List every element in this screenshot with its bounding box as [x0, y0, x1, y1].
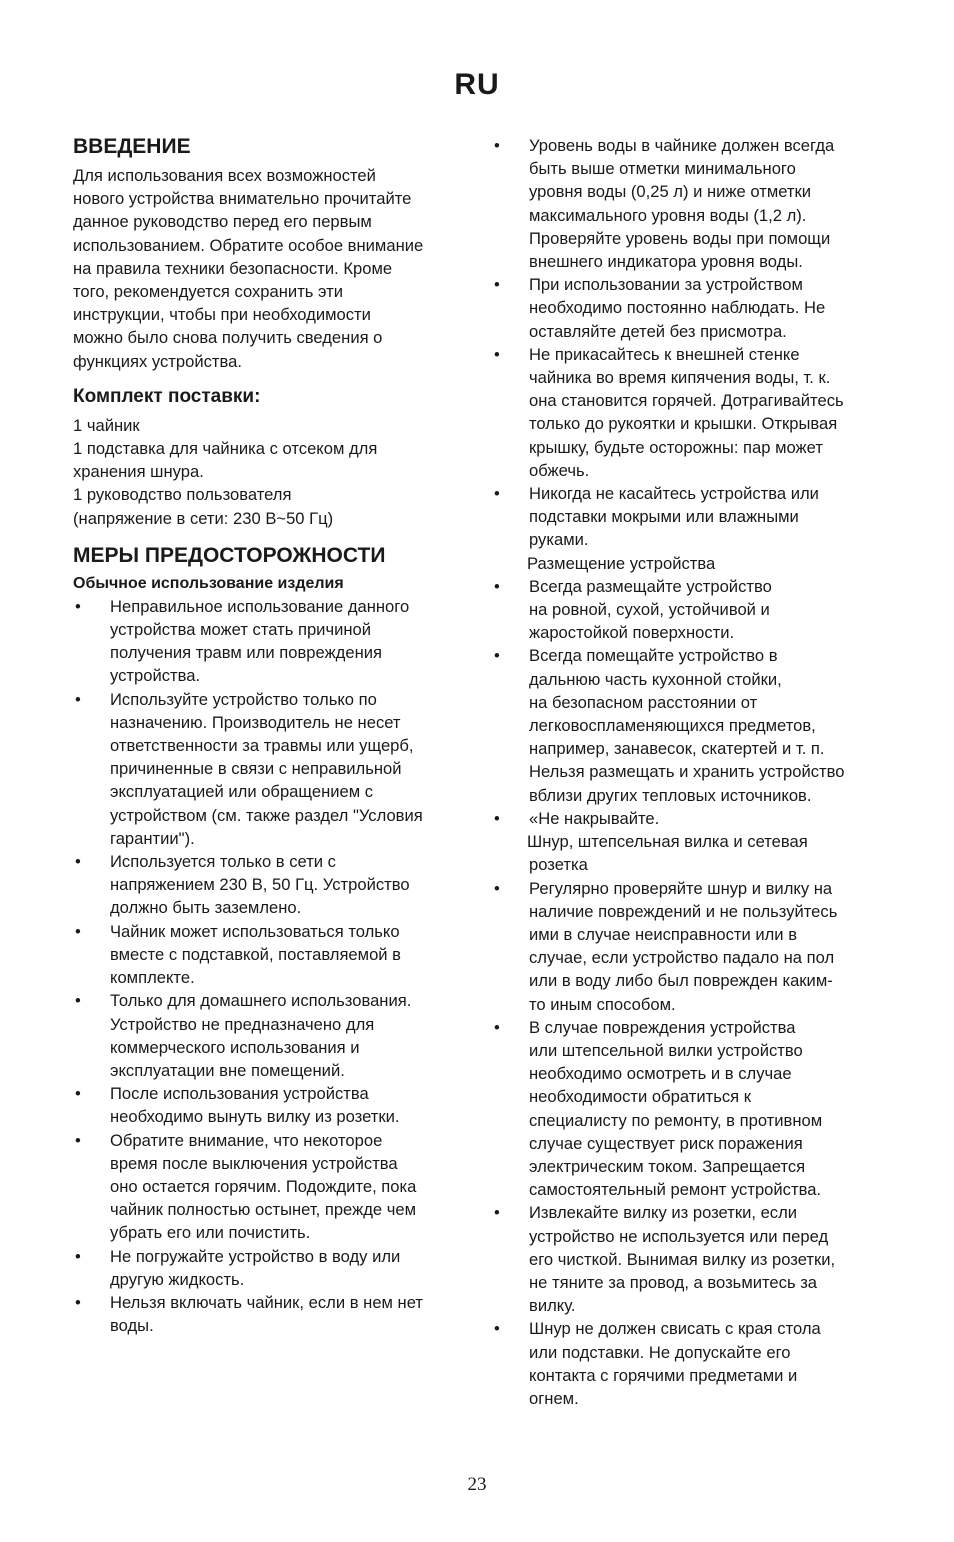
- list-item-line: Не прикасайтесь к внешней стенке: [529, 344, 800, 364]
- list-item: [73, 850, 465, 920]
- kit-item: 1 руководство пользователя: [73, 485, 292, 505]
- list-item: [73, 1291, 465, 1337]
- placement-heading: Размещение устройства: [527, 553, 716, 573]
- list-item-line: огнем.: [529, 1388, 579, 1408]
- safety-heading: МЕРЫ ПРЕДОСТОРОЖНОСТИ: [73, 543, 386, 567]
- list-item-line: необходимо вынуть вилку из розетки.: [110, 1107, 400, 1127]
- list-item-line: его чисткой. Вынимая вилку из розетки,: [529, 1249, 836, 1269]
- list-item: [73, 1129, 465, 1245]
- list-item-line: устройства может стать причиной: [110, 620, 372, 640]
- list-item-line: необходимо осмотреть и в случае: [529, 1064, 792, 1084]
- list-item-line: оно остается горячим. Подождите, пока: [110, 1176, 417, 1196]
- list-item: [492, 877, 884, 1016]
- list-item-line: ответственности за травмы или ущерб,: [110, 736, 414, 756]
- list-item-line: или в воду либо был поврежден каким-: [529, 971, 833, 991]
- bullet-icon: •: [75, 1292, 81, 1312]
- list-item: [492, 1016, 884, 1202]
- list-item-line: После использования устройства: [110, 1084, 369, 1104]
- list-item-line: обжечь.: [529, 460, 590, 480]
- kit-item: (напряжение в сети: 230 В~50 Гц): [73, 508, 334, 528]
- bullet-icon: •: [494, 646, 500, 666]
- list-item-line: уровня воды (0,25 л) и ниже отметки: [529, 182, 812, 202]
- kit-item: 1 подставка для чайника с отсеком для: [73, 439, 378, 459]
- bullet-icon: •: [75, 689, 81, 709]
- list-item-line: причиненные в связи с неправильной: [110, 759, 402, 779]
- list-item-line: случае, если устройство падало на пол: [529, 948, 835, 968]
- bullet-icon: •: [75, 1246, 81, 1266]
- list-item: [492, 343, 884, 482]
- list-item: [73, 920, 465, 990]
- bullet-icon: •: [75, 991, 81, 1011]
- list-item-line: другую жидкость.: [110, 1269, 245, 1289]
- cord-heading: Шнур, штепсельная вилка и сетевая: [527, 832, 808, 852]
- intro-line: того, рекомендуется сохранить эти: [73, 282, 344, 302]
- language-code: RU: [454, 68, 500, 101]
- list-item-line: Нельзя включать чайник, если в нем нет: [110, 1292, 424, 1312]
- bullet-icon: •: [494, 136, 500, 155]
- list-item-line: необходимо постоянно наблюдать. Не: [529, 298, 826, 318]
- list-item-line: Уровень воды в чайнике должен всегда: [529, 136, 835, 155]
- safety-list-left: [73, 595, 465, 1338]
- list-item-line: Устройство не предназначено для: [110, 1014, 375, 1034]
- bullet-icon: •: [494, 576, 500, 596]
- list-item-line: наличие повреждений и не пользуйтесь: [529, 901, 838, 921]
- list-item-line: или подставки. Не допускайте его: [529, 1342, 791, 1362]
- list-item-line: внешнего индикатора уровня воды.: [529, 252, 803, 272]
- intro-text: [73, 164, 465, 373]
- list-item-line: Всегда размещайте устройство: [529, 576, 772, 596]
- list-item-line: не тяните за провод, а возьмитесь за: [529, 1272, 818, 1292]
- list-item-line: или штепсельной вилки устройство: [529, 1040, 803, 1060]
- safety-list-right-a: [492, 134, 884, 552]
- list-item-line: Никогда не касайтесь устройства или: [529, 484, 819, 504]
- list-item-line: гарантии").: [110, 828, 195, 848]
- list-item: [492, 575, 884, 645]
- bullet-icon: •: [494, 275, 500, 295]
- list-item-line: В случае повреждения устройства: [529, 1017, 796, 1037]
- list-item-line: вблизи других тепловых источников.: [529, 785, 812, 805]
- list-item-line: случае существует риск поражения: [529, 1133, 803, 1153]
- list-item-line: на безопасном расстоянии от: [529, 692, 758, 712]
- list-item-line: При использовании за устройством: [529, 275, 803, 295]
- bullet-icon: •: [494, 878, 500, 898]
- list-item-line: Чайник может использоваться только: [110, 921, 400, 941]
- kit-item: 1 чайник: [73, 415, 140, 435]
- list-item: [492, 134, 884, 273]
- list-item-line: устройство не используется или перед: [529, 1226, 829, 1246]
- bullet-icon: •: [75, 852, 81, 872]
- list-item-line: Используется только в сети с: [110, 852, 336, 872]
- kit-heading: Комплект поставки:: [73, 385, 261, 407]
- list-item-line: на ровной, сухой, устойчивой и: [529, 600, 770, 620]
- list-item-line: должно быть заземлено.: [110, 898, 302, 918]
- list-item-line: чайника во время кипячения воды, т. к.: [529, 368, 831, 388]
- intro-line: инструкции, чтобы при необходимости: [73, 305, 371, 325]
- list-item-line: назначению. Производитель не несет: [110, 712, 401, 732]
- list-item-line: специалисту по ремонту, в противном: [529, 1110, 823, 1130]
- bullet-icon: •: [494, 344, 500, 364]
- list-item-line: подставки мокрыми или влажными: [529, 507, 799, 527]
- bullet-icon: •: [494, 484, 500, 504]
- list-item-line: контакта с горячими предметами и: [529, 1365, 798, 1385]
- list-item-line: Проверяйте уровень воды при помощи: [529, 228, 831, 248]
- list-item-line: крышку, будьте осторожны: пар может: [529, 437, 823, 457]
- list-item-line: вилку.: [529, 1296, 576, 1316]
- list-item-line: Не погружайте устройство в воду или: [110, 1246, 401, 1266]
- list-item-line: устройства.: [110, 666, 201, 686]
- intro-heading: ВВЕДЕНИЕ: [73, 135, 191, 158]
- list-item-line: чайник полностью остынет, прежде чем: [110, 1200, 417, 1220]
- bullet-icon: •: [75, 596, 81, 616]
- list-item-line: эксплуатацией или обращением с: [110, 782, 374, 802]
- list-item: [492, 807, 884, 830]
- left-column: [73, 134, 465, 1337]
- intro-line: можно было снова получить сведения о: [73, 328, 383, 348]
- list-item-line: «Не накрывайте.: [529, 808, 660, 828]
- list-item-line: максимального уровня воды (1,2 л).: [529, 205, 807, 225]
- list-item-line: убрать его или почистить.: [110, 1223, 311, 1243]
- list-item-line: Всегда помещайте устройство в: [529, 646, 778, 666]
- intro-line: Для использования всех возможностей: [73, 166, 376, 185]
- list-item-line: коммерческого использования и: [110, 1037, 360, 1057]
- list-item-line: электрическим током. Запрещается: [529, 1156, 806, 1176]
- list-item: [492, 482, 884, 552]
- list-item-line: Нельзя размещать и хранить устройство: [529, 762, 845, 782]
- kit-list: [73, 414, 465, 530]
- list-item: [492, 644, 884, 806]
- cord-heading-cont: розетка: [529, 855, 588, 875]
- intro-line: нового устройства внимательно прочитайте: [73, 189, 412, 209]
- list-item-line: Шнур не должен свисать с края стола: [529, 1319, 821, 1339]
- intro-line: использованием. Обратите особое внимание: [73, 235, 424, 255]
- list-item-line: Неправильное использование данного: [110, 596, 410, 616]
- list-item-line: Регулярно проверяйте шнур и вилку на: [529, 878, 833, 898]
- list-item-line: время после выключения устройства: [110, 1153, 398, 1173]
- intro-line: на правила техники безопасности. Кроме: [73, 258, 393, 278]
- bullet-icon: •: [494, 1017, 500, 1037]
- list-item-line: устройством (см. также раздел "Условия: [110, 805, 423, 825]
- right-column: [492, 134, 884, 1410]
- list-item-line: дальнюю часть кухонной стойки,: [529, 669, 782, 689]
- list-item-line: Обратите внимание, что некоторое: [110, 1130, 383, 1150]
- list-item-line: жаростойкой поверхности.: [529, 623, 735, 643]
- list-item: [73, 989, 465, 1082]
- list-item-line: Извлекайте вилку из розетки, если: [529, 1203, 798, 1223]
- list-item: [492, 1317, 884, 1410]
- list-item-line: напряжением 230 В, 50 Гц. Устройство: [110, 875, 410, 895]
- bullet-icon: •: [494, 808, 500, 828]
- list-item: [73, 595, 465, 688]
- bullet-icon: •: [75, 921, 81, 941]
- list-item-line: то иным способом.: [529, 994, 676, 1014]
- list-item-line: эксплуатации вне помещений.: [110, 1060, 345, 1080]
- safety-subheading: Обычное использование изделия: [73, 574, 344, 592]
- list-item-line: ими в случае неисправности или в: [529, 924, 798, 944]
- list-item-line: Только для домашнего использования.: [110, 991, 412, 1011]
- list-item-line: только до рукоятки и крышки. Открывая: [529, 414, 838, 434]
- safety-list-right-c: [492, 877, 884, 1411]
- list-item-line: комплекте.: [110, 968, 195, 988]
- list-item-line: Используйте устройство только по: [110, 689, 377, 709]
- list-item-line: самостоятельный ремонт устройства.: [529, 1180, 822, 1200]
- intro-line: функциях устройства.: [73, 351, 242, 371]
- list-item-line: необходимости обратиться к: [529, 1087, 752, 1107]
- page-number: 23: [467, 1474, 487, 1495]
- list-item: [73, 1245, 465, 1291]
- list-item: [73, 1082, 465, 1128]
- safety-list-right-b: [492, 575, 884, 830]
- bullet-icon: •: [494, 1319, 500, 1339]
- list-item-line: воды.: [110, 1316, 154, 1336]
- list-item-line: легковоспламеняющихся предметов,: [529, 716, 816, 736]
- list-item-line: быть выше отметки минимального: [529, 159, 796, 179]
- list-item-line: она становится горячей. Дотрагивайтесь: [529, 391, 844, 411]
- kit-item: хранения шнура.: [73, 462, 204, 482]
- intro-line: данное руководство перед его первым: [73, 212, 372, 232]
- list-item-line: например, занавесок, скатертей и т. п.: [529, 739, 825, 759]
- list-item-line: вместе с подставкой, поставляемой в: [110, 944, 401, 964]
- list-item-line: получения травм или повреждения: [110, 643, 382, 663]
- list-item: [492, 1201, 884, 1317]
- list-item-line: оставляйте детей без присмотра.: [529, 321, 787, 341]
- list-item-line: руками.: [529, 530, 589, 550]
- list-item: [73, 688, 465, 850]
- bullet-icon: •: [75, 1130, 81, 1150]
- list-item: [492, 273, 884, 343]
- bullet-icon: •: [75, 1084, 81, 1104]
- bullet-icon: •: [494, 1203, 500, 1223]
